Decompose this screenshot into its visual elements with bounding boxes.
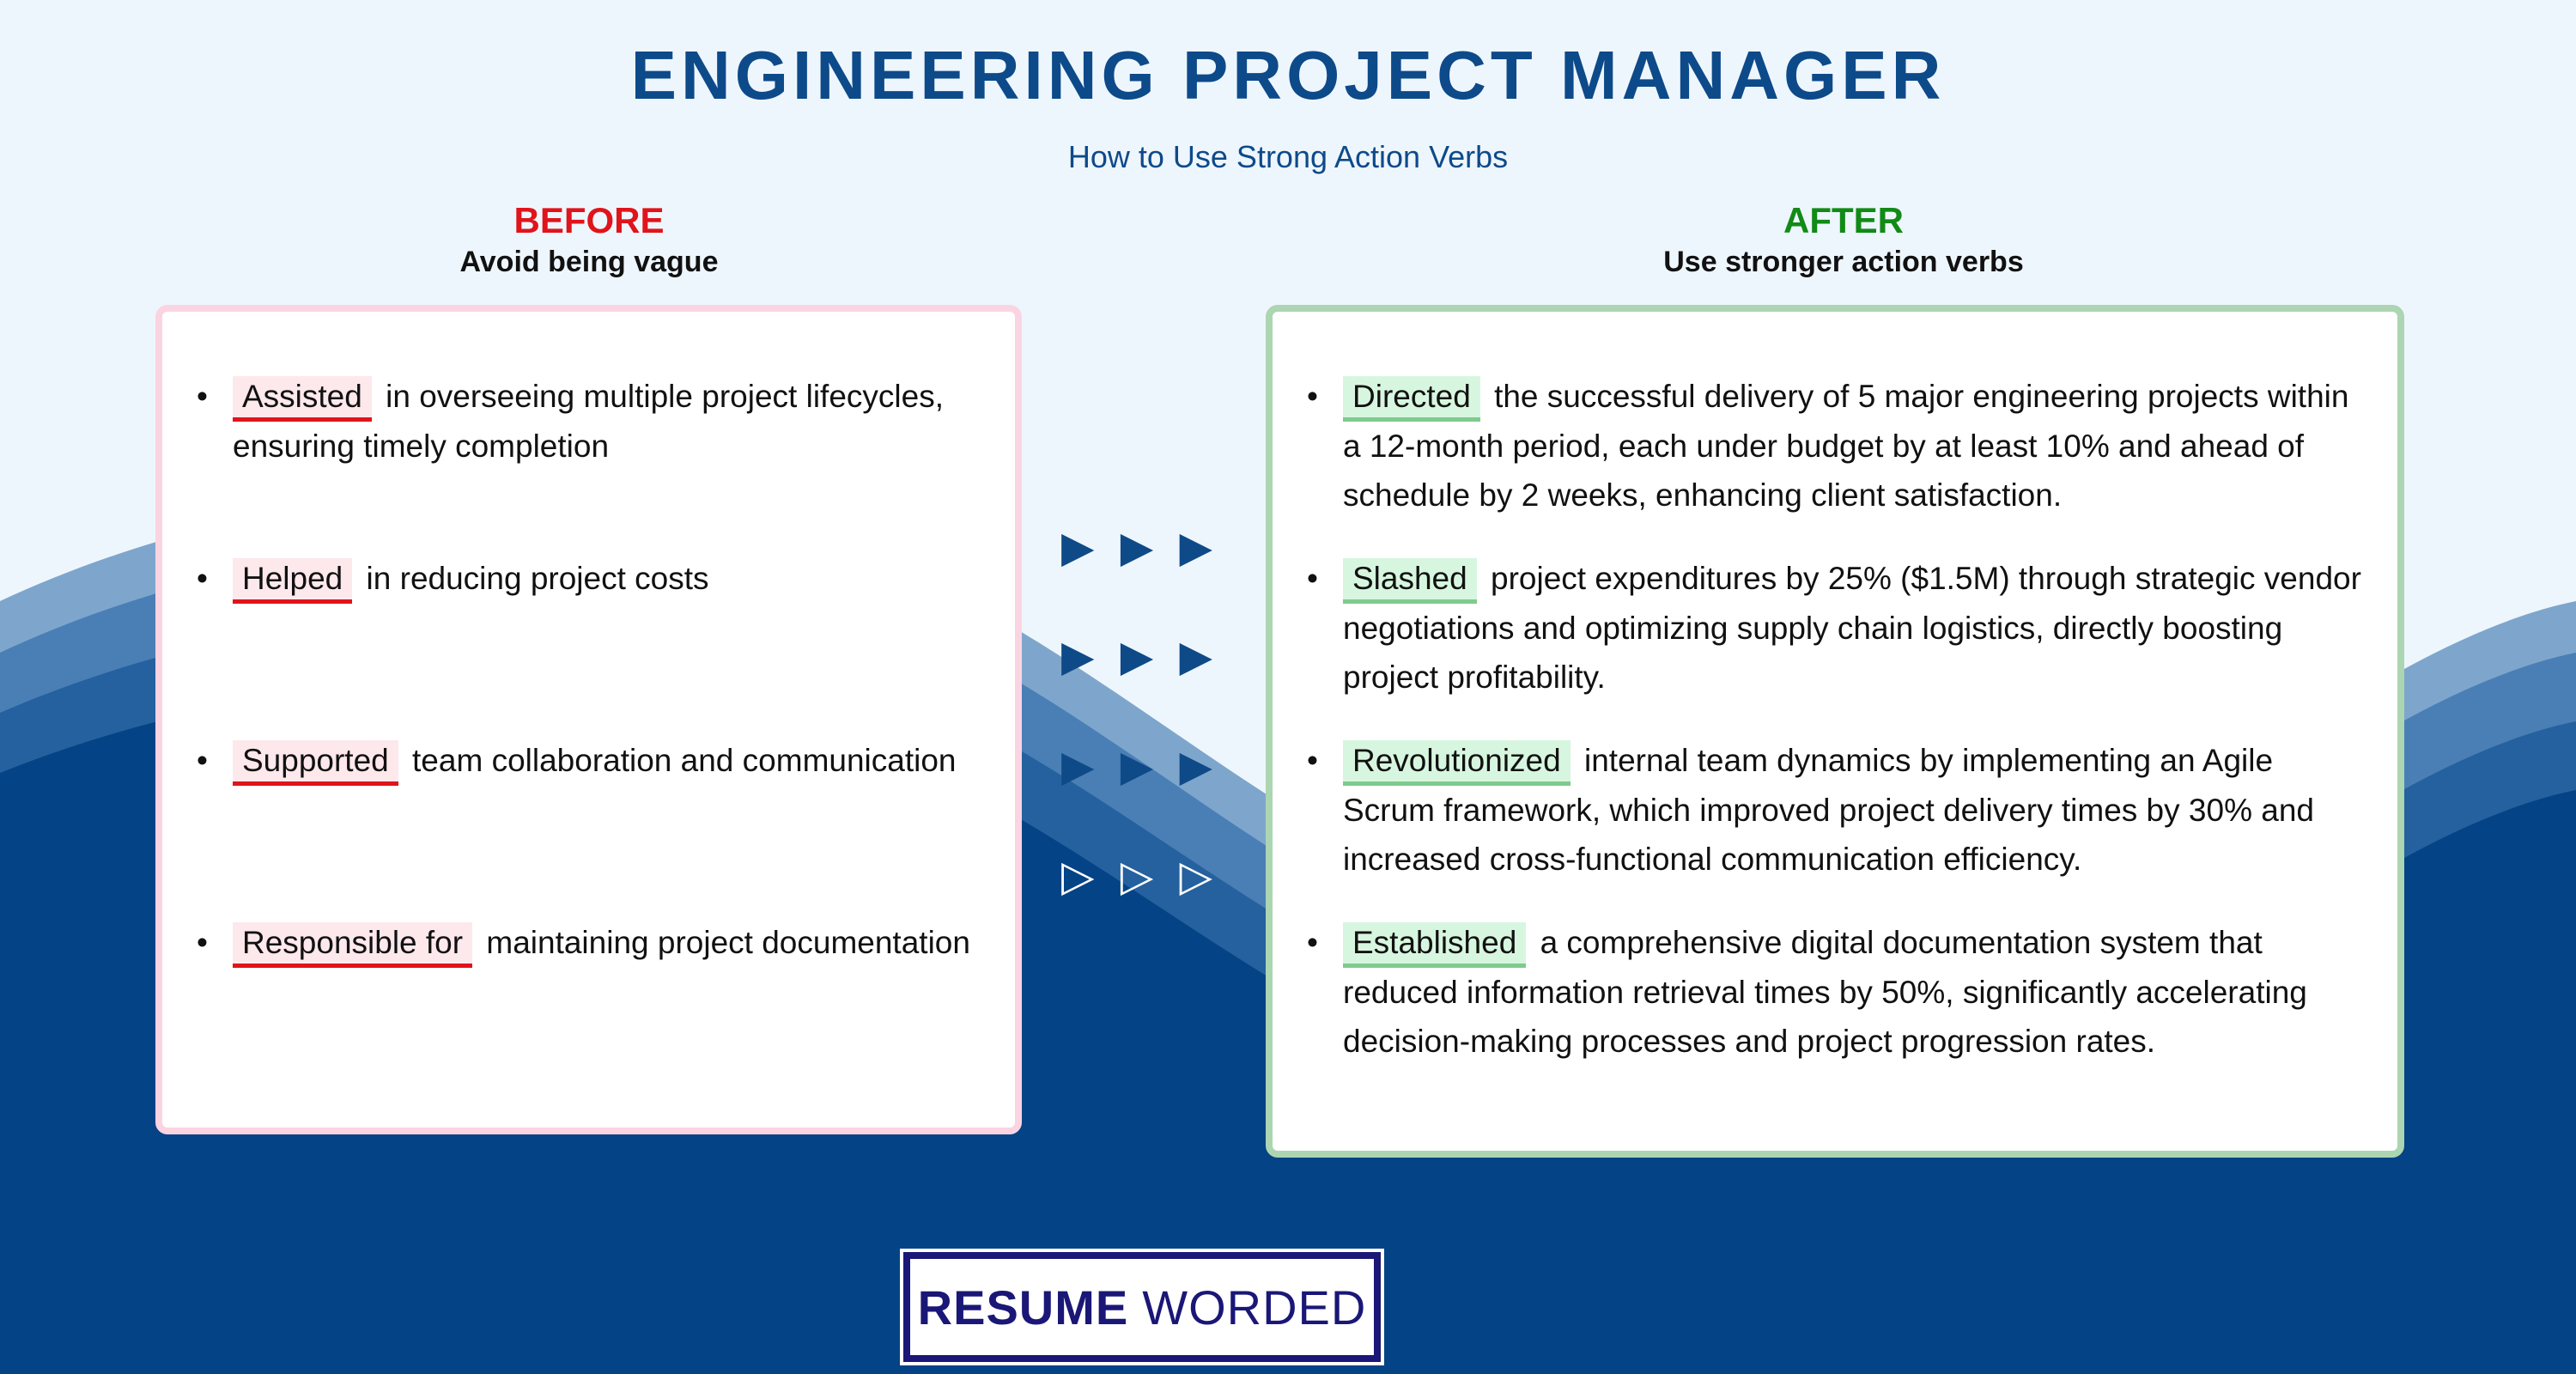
strong-verb: Slashed <box>1343 558 1477 604</box>
bullet-icon: • <box>1307 561 1318 596</box>
item-text: the successful delivery of 5 major engineering projects within a 12-month period, each under budget by at least 10% and ahead of schedule by 2 weeks, enhancing client satisfaction. <box>1343 379 2349 513</box>
arrow-row <box>1061 740 1212 792</box>
arrow-right-icon: ▶ <box>1120 742 1154 790</box>
logo-word-worded: WORDED <box>1142 1280 1367 1334</box>
list-item <box>197 736 987 918</box>
strong-verb: Directed <box>1343 376 1480 422</box>
arrow-right-icon: ▶ <box>1179 742 1212 790</box>
weak-verb: Assisted <box>233 376 372 422</box>
arrow-right-icon: ▶ <box>1179 523 1212 571</box>
bullet-icon: • <box>1307 379 1318 414</box>
before-heading <box>160 199 1018 282</box>
arrow-right-icon: ▶ <box>1061 523 1095 571</box>
item-text: a comprehensive digital documentation system that reduced information retrieval times by 50%, significantly accelerating decision-making processes and project progression rates. <box>1343 925 2307 1059</box>
page-subtitle: How to Use Strong Action Verbs <box>1067 139 1509 174</box>
arrow-right-outline-icon: ▷ <box>1179 852 1212 900</box>
weak-verb: Supported <box>233 740 398 786</box>
list-item <box>1307 554 2372 736</box>
weak-verb: Helped <box>233 558 352 604</box>
weak-verb: Responsible for <box>233 922 472 968</box>
list-item <box>1307 736 2372 918</box>
after-label: AFTER <box>1783 200 1904 240</box>
before-card <box>155 305 1022 1134</box>
logo-word-resume: RESUME <box>917 1280 1129 1334</box>
strong-verb: Established <box>1343 922 1526 968</box>
list-item <box>197 372 987 554</box>
list-item <box>197 918 987 1100</box>
before-label: BEFORE <box>513 200 665 240</box>
strong-verb: Revolutionized <box>1343 740 1571 786</box>
item-text: internal team dynamics by implementing an Agile Scrum framework, which improved project delivery times by 30% and increased cross-functional communication efficiency. <box>1343 743 2314 877</box>
item-text: project expenditures by 25% ($1.5M) through strategic vendor negotiations and optimizing supply chain logistics, directly boosting project profitability. <box>1343 561 2361 695</box>
after-card <box>1266 305 2404 1158</box>
item-text: in reducing project costs <box>366 561 709 596</box>
list-item <box>1307 918 2372 1100</box>
arrow-right-outline-icon: ▷ <box>1120 852 1154 900</box>
item-text: in overseeing multiple project lifecycles, ensuring timely completion <box>233 379 944 464</box>
list-item <box>1307 372 2372 554</box>
bullet-icon: • <box>197 561 208 596</box>
arrow-row <box>1061 630 1212 682</box>
arrow-right-icon: ▶ <box>1179 632 1212 680</box>
bullet-icon: • <box>197 925 208 960</box>
list-item <box>197 554 987 736</box>
page-title: ENGINEERING PROJECT MANAGER <box>630 37 1946 113</box>
before-list <box>197 372 987 1100</box>
after-list <box>1307 372 2372 1100</box>
bullet-icon: • <box>1307 743 1318 778</box>
item-text: team collaboration and communication <box>412 743 957 778</box>
item-text: maintaining project documentation <box>486 925 970 960</box>
arrow-row <box>1061 850 1212 902</box>
arrow-right-icon: ▶ <box>1061 742 1095 790</box>
before-sublabel: Avoid being vague <box>459 246 719 278</box>
resume-worded-logo <box>903 1252 1381 1362</box>
after-heading <box>1273 199 2415 282</box>
arrow-row <box>1061 521 1212 573</box>
arrow-right-icon: ▶ <box>1120 632 1154 680</box>
arrow-right-icon: ▶ <box>1120 523 1154 571</box>
bullet-icon: • <box>197 379 208 414</box>
arrow-right-outline-icon: ▷ <box>1061 852 1095 900</box>
after-sublabel: Use stronger action verbs <box>1663 246 2024 278</box>
bullet-icon: • <box>1307 925 1318 960</box>
bullet-icon: • <box>197 743 208 778</box>
arrow-right-icon: ▶ <box>1061 632 1095 680</box>
